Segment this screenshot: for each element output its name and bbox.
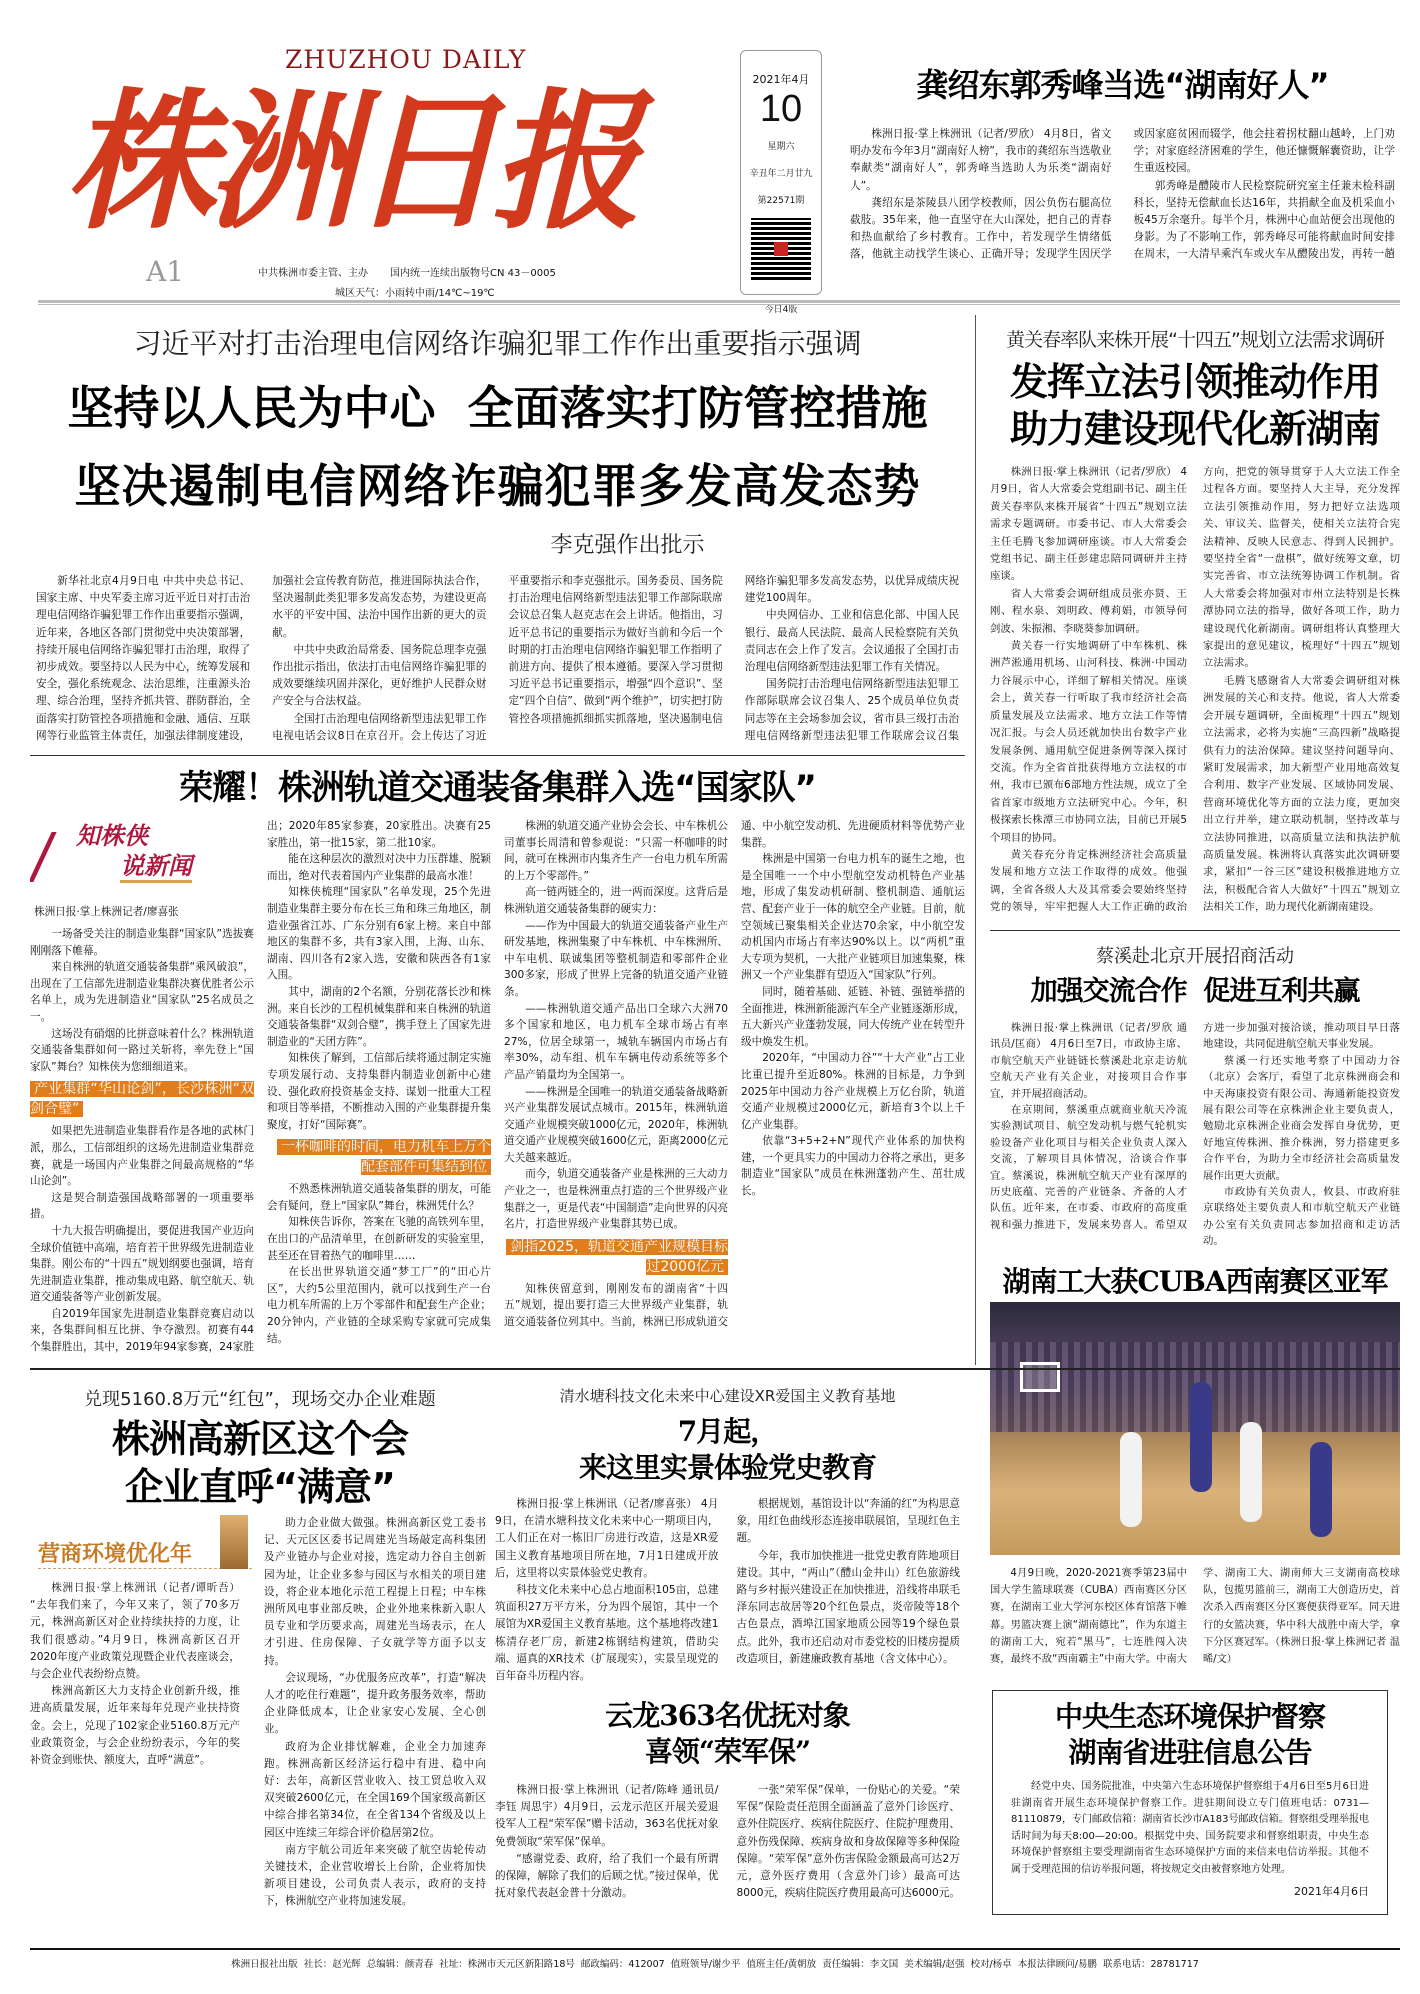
paragraph: 中央网信办、工业和信息化部、中国人民银行、最高人民法院、最高人民检察院有关负责同志在会上作了发言。会议通报了全国打击治理电信网络新型违法犯罪工作有关情况。 xyxy=(744,609,959,674)
rail-story xyxy=(30,762,965,1354)
masthead-divider xyxy=(38,300,1400,305)
paragraph: 株洲日报·掌上株洲讯（记者/廖喜张） 4月9日，在清水塘科技文化未来中心一期项目内，工人们正在对一栋旧厂房进行改造，这是XR爱国主义教育基地项目所在地，7月1日建成开放后，这里将以实景体验党史教育。 xyxy=(495,1498,719,1579)
zhizhuxia-logo xyxy=(30,818,254,926)
paragraph: 龚绍东是茶陵县八团学校教师，因公负伤右腿高位截肢。35年来，他一直坚守在大山深处，把自己的青春和热血献给了乡村教育。工作中，若发现学生情绪低落，他就主动找学生谈心、正确开导；发现学生因厌学或因家庭贫困而辍学，他会拄着拐杖翻山越岭，上门劝学；对家庭经济困难的学生，他还慷慨解囊资助，让学生重返校园。 xyxy=(850,128,1395,261)
paragraph: 助力企业做大做强。株洲高新区党工委书记、天元区区委书记周建光当场敲定高科集团及产业链办与企业对接，选定动力谷自主创新园为址，让企业多参与园区与水相关的项目建设，将企业本地化示范工程提上日程；中车株洲所风电事业部反映，企业外地来株新入职人员专业和学历要求高，周建光当场表示，在人才引进、住房保障、子女就学等方面予以支持。 xyxy=(264,1517,486,1667)
paragraph: 不熟悉株洲轨道交通装备集群的朋友，可能会有疑问，登上“国家队”舞台，株洲凭什么？ xyxy=(267,1183,491,1212)
divider xyxy=(30,755,965,756)
xr-headline-2[interactable]: 来这里实景体验党史教育 xyxy=(578,1451,876,1484)
paragraph: 知株侠了解到，工信部后续将通过制定实施专项发展行动、支持集群内制造业创新中心建设、强化政府投资基金支持、谋划一批重大工程和项目等举措，不断推动入围的产业集群提升集聚度，打好“国际赛”。 xyxy=(267,1052,491,1131)
logo-line-1: 知株侠 xyxy=(76,822,148,850)
paragraph: 同时，随着基础、延链、补链、强链举措的全面推进，株洲新能源汽车全产业链逐渐形成，五大新兴产业蓬勃发展，同大传统产业在转型升级中焕发生机。 xyxy=(741,985,965,1048)
paragraph: 知株侠梳理“国家队”名单发现，25个先进制造业集群主要分布在长三角和珠三角地区，制造业强省江苏、广东分别有6家上榜。来自中部地区的集群不多，共有3家入围，上海、山东、湖南、四川各有2家入选，安徽和陕西各有1家入围。 xyxy=(267,886,491,982)
paragraph: 会议现场，“办优服务应改革”，打造“解决人才的吃住行难题”，提升政务服务效率，帮助企业降低成本，让企业家安心发展、全心创业。 xyxy=(264,1671,486,1736)
yunlong-story xyxy=(495,1698,960,1942)
xr-story xyxy=(495,1385,960,1701)
legislation-headline-2[interactable]: 助力建设现代化新湖南 xyxy=(1009,407,1380,451)
paragraph: 株洲日报·掌上株洲讯（记者/罗欣 通讯员/匡商） 4月6日至7日，市政协主席、市航空航天产业链链长蔡溪赴北京走访航空航天产业有关企业，对接项目合作事宜，并开展招商活动。 xyxy=(990,1022,1187,1100)
subhead-2: 一杯咖啡的时间，电力机车上万个配套部件可集结到位 xyxy=(277,1139,491,1175)
logo-line-2: 说新闻 xyxy=(120,852,192,883)
hightech-headline-2[interactable]: 企业直呼“满意” xyxy=(125,1465,395,1509)
lead-headline-1[interactable]: 坚持以人民为中心 全面落实打防管控措施 xyxy=(67,381,928,435)
paragraph: 黄关春一行实地调研了中车株机、株洲芦淞通用机场、山河科技、株洲·中国动力谷展示中心，详细了解相关情况。座谈会上，黄关春一行听取了我市经济社会高质量发展及立法需求、地方立法工作等情况汇报。与会人员还就加快出台数字产业发展条例、通用航空促进条例等深入探讨交流。作为全省首批获得地方立法权的市州，我市已颁布6部地方性法规，成立了全省首家市级地方立法研究中心。今年，积极探索长株潭三市协同立法，目前已开展5个项目的协同。 xyxy=(990,640,1187,844)
divider xyxy=(990,930,1400,931)
notice-body: 经党中央、国务院批准，中央第六生态环境保护督察组于4月6日至5月6日进驻湖南省开展生态环境保护督察工作。进驻期间设立专门值班电话：0731—81110879，专门邮政信箱：湖南省长沙市A183号邮政信箱。督察组受理举报电话时间为每天8:00—20:00。根据党中央、国务院要求和督察组职责，中央生态环境保护督察组主要受理湖南省生态环境保护方面的来信来电信访举报。其他不属于受理范围的信访举报问题，将按规定交由被督察地方处理。 xyxy=(1011,1781,1369,1875)
cuba-headline[interactable]: 湖南工大获CUBA西南赛区亚军 xyxy=(1002,1265,1388,1298)
year-month: 2021年4月 xyxy=(752,73,810,86)
paragraph: ——株洲是全国唯一的轨道交通装备战略新兴产业集群发展试点城市。2015年，株洲轨道交通产业规模突破1000亿元，2020年，株洲轨道交通产业规模突破1600亿元，距离2000亿元大关越来越近。 xyxy=(504,1085,728,1164)
paragraph: ——株洲轨道交通产品出口全球六大洲70多个国家和地区，电力机车全球市场占有率27%，位居全球第一，城轨车辆国内市场占有率30%，动车组、机车车辆电传动系统等多个产品产销量均为全国第一。 xyxy=(504,1002,728,1081)
weather: 城区天气：小雨转中雨/14℃~19℃ xyxy=(335,288,495,299)
paragraph: 株洲的轨道交通产业协会会长、中车株机公司董事长周清和曾参观说：“只需一杯咖啡的时间，就可在株洲市内集齐生产一台电力机车所需的上万个零部件。” xyxy=(504,820,728,882)
yunlong-headline-1[interactable]: 云龙363名优抚对象 xyxy=(605,1699,850,1732)
paragraph: 郭秀峰是醴陵市人民检察院研究室主任兼未检科副科长，坚持无偿献血长达16年，共捐献全血及机采血小板45万余毫升。每半个月，株洲中心血站便会出现他的身影。为了不影响工作，郭秀峰尽可能将献血时间安排在周末，一大清早乘汽车或火车从醴陵出发，再转一趟 xyxy=(1133,179,1395,261)
subhead-1: 产业集群“华山论剑”，长沙株洲“双剑合璧” xyxy=(30,1081,254,1118)
paragraph: 国务院打击治理电信网络新型违法犯罪工作部际联席会议召集人、25个成员单位负责同志等在主会场参加会议，省市县三级打击治理电信网络新型违法犯罪工作联席会议召集 xyxy=(744,678,959,742)
paragraph: 知株侠告诉你，答案在飞驰的高铁列车里，在出口的产品清单里，在创新研发的实验室里，甚至还在冒着热气的咖啡里…… xyxy=(267,1216,491,1262)
paragraph: ——作为中国最大的轨道交通装备产业生产研发基地，株洲集聚了中车株机、中车株洲所、中车电机、联诚集团等整机制造和零部件企业300多家，形成了世界上完备的轨道交通产业链条。 xyxy=(504,919,728,998)
paragraph: 政府为企业排忧解难，企业全力加速奔跑。株洲高新区经济运行稳中有进、稳中向好：去年，高新区营业收入、技工贸总收入双双突破2600亿元，在全国169个国家级高新区中综合排名第34位，在全省134个省级及以上园区中连续三年综合评价稳居第2位。 xyxy=(264,1740,486,1839)
rail-byline: 株洲日报·掌上株洲记者/廖喜张 xyxy=(34,906,179,918)
paragraph: 来自株洲的轨道交通装备集群“乘风破浪”，出现在了工信部先进制造业集群决赛优胜者公示名单上，成为先进制造业“国家队”25名成员之一。 xyxy=(30,961,254,1023)
paragraph: 2020年，“中国动力谷”“十大产业”占工业比重已提升至近80%。株洲的目标是，力争到2025年中国动力谷产业规模上万亿台阶，轨道交通产业规模过2000亿元，新培育3个以上千亿产业集群。 xyxy=(741,1052,965,1131)
paragraph: 黄关春充分肯定株洲经济社会高质量发展和地方立法工作取得的成效。他强调，全省各级人大及其常委会要始终坚持党的领导，牢牢把握人大工作正确的政治方向，把党的领导贯穿于人大立法工作全过程各方面。要坚持人大主导，充分发挥立法引领推动作用，努力把好立法选项关、审议关、监督关，使相关立法符合宪法精神、反映人民意志、得到人民拥护。要坚持全省“一盘棋”，做好统筹文章，切实完善省、市立法统筹协调工作机制。省人大常委会将加强对市州立法特别是长株潭协同立法的指导，做好各项工作，助力建设现代化新湖南。调研组将认真整理大家提出的意见建议，梳理好“十四五”规划立法需求。 xyxy=(990,466,1400,914)
player xyxy=(1240,1422,1262,1522)
caixi-kicker: 蔡溪赴北京开展招商活动 xyxy=(1096,946,1294,967)
footer-rule xyxy=(30,1948,1400,1950)
paragraph: 株洲高新区大力支持企业创新升级，推进高质量发展，近年来每年兑现产业扶持资金。会上，兑现了102家企业5160.8万元产业政策资金，与会企业纷纷表示，今年的奖补资金到账快、额度大，直呼“满意”。 xyxy=(30,1685,240,1767)
rail-headline[interactable]: 荣耀！株洲轨道交通装备集群入选“国家队” xyxy=(179,768,816,808)
yunlong-headline-2[interactable]: 喜领“荣军保” xyxy=(644,1735,811,1768)
edition-label: A1 xyxy=(146,255,185,288)
weekday: 星期六 xyxy=(767,142,795,152)
legislation-story xyxy=(990,325,1400,924)
paragraph: 株洲日报·掌上株洲讯（记者/罗欣） 4月9日，省人大常委会党组副书记、副主任黄关春率队来株开展省“十四五”规划立法需求专题调研。市委书记、市人大常委会主任毛腾飞参加调研座谈。市人大常委会党组书记、副主任彭建忠陪同调研并主持座谈。 xyxy=(990,466,1187,583)
masthead-logo xyxy=(55,20,745,270)
business-env-logo: 营商环境优化年 xyxy=(38,1537,252,1569)
lead-subhead: 李克强作出批示 xyxy=(550,533,705,558)
player xyxy=(1190,1382,1212,1492)
paragraph: “感谢党委、政府，给了我们一个最有所谓的保障，解除了我们的后顾之忧。”接过保单，优抚对象代表赵金普十分激动。 xyxy=(495,1852,719,1900)
paragraph: 根据规划，基馆设计以“奔涌的红”为构思意象，用红色曲线形态连接串联展馆，呈现红色主题。 xyxy=(736,1498,960,1545)
paragraph: 其中，湖南的2个名额，分别花落长沙和株洲。来自长沙的工程机械集群和来自株洲的轨道交通装备集群“双剑合璧”，携手登上了国家先进制造业的“天团方阵”。 xyxy=(267,985,491,1048)
hightech-story xyxy=(30,1385,490,1908)
divider xyxy=(30,1368,1400,1370)
paragraph: 蔡溪一行还实地考察了中国动力谷（北京）会客厅，看望了北京株洲商会和中天海康投资有限公司、海通新能投资发展有限公司等在京株洲企业主要负责人，勉励北京株洲企业商会发挥自身优势，更好地宣传株洲、推介株洲，努力搭建更多合作平台，为助力全市经济社会高质量发展作出更大贡献。 xyxy=(1203,1054,1400,1182)
lead-story xyxy=(30,322,965,757)
player xyxy=(1310,1442,1332,1537)
paragraph: 如果把先进制造业集群看作是各地的武林门派，那么，工信部组织的这场先进制造业集群竞赛，就是一场国内产业集群之间最高规格的“华山论剑”。 xyxy=(30,1125,254,1188)
legislation-kicker: 黄关春率队来株开展“十四五”规划立法需求调研 xyxy=(1006,329,1384,351)
hightech-kicker: 兑现5160.8万元“红包”，现场交办企业难题 xyxy=(84,1389,436,1410)
paragraph: 市政协有关负责人，攸县、市政府驻京联络处主要负责人和市航空航天产业链办公室有关负责同志参加招商和走访活动。 xyxy=(1203,1186,1400,1248)
notice-title-2: 湖南省进驻信息公告 xyxy=(1068,1736,1312,1769)
paragraph: 而今，轨道交通装备产业是株洲的三大动力产业之一，也是株洲重点打造的三个世界级产业集群之一，更是代表“中国制造”走向世界的闪亮名片，打造世界级产业集群其势已成。 xyxy=(504,1168,728,1231)
paragraph: 新华社北京4月9日电 中共中央总书记、国家主席、中央军委主席习近平近日对打击治理电信网络诈骗犯罪工作作出重要指示强调，近年来，各地区各部门贯彻党中央决策部署，持续开展电信网络诈骗犯罪打击治理，取得了初步成效。要坚持以人民为中心，统筹发展和安全，强化系统观念、法治思维，注重源头治理、综合治理，坚持齐抓共管、群防群治，全面落实打防管控各项措施和金融、通信、互联网等行业监管主体责任，加强法律制度建设，加强社会宣传教育防范，推进国际执法合作，坚决遏制此类犯罪多发高发态势，为建设更高水平的平安中国、法治中国作出新的更大的贡献。 xyxy=(36,575,487,742)
paragraph: 一张“荣军保”保单，一份贴心的关爱。“荣军保”保险责任范围全面涵盖了意外门诊医疗、意外住院医疗、疾病住院医疗、住院护理费用、意外伤残保障、疾病身故和身故保障等多种保险保障。“荣军保”意外伤害保险金额最高可达2万元，意外医疗费用（含意外门诊）最高可达8000元，疾病住院医疗费用最高可达6000元。 xyxy=(736,1784,960,1900)
cuba-caption: 4月9日晚，2020-2021赛季第23届中国大学生篮球联赛（CUBA）西南赛区分区赛，在湖南工业大学河东校区体育馆落下帷幕。男篮决赛上演“湖南德比”，作为东道主的湖南工大，宛若“黑马”，七连胜闯入决赛，最终不敌“西南霸主”中南大学。中南大学、湖南工大、湖南师大三支湖南高校球队，包揽男篮前三，湖南工大创造历史，首次杀入西南赛区分区赛便获得亚军。同天进行的女篮决赛，华中科大战胜中南大学，拿下分区赛冠军。（株洲日报·掌上株洲记者 温晞/文） xyxy=(990,1568,1400,1666)
xr-kicker: 清水塘科技文化未来中心建设XR爱国主义教育基地 xyxy=(559,1387,896,1405)
date-box xyxy=(740,50,822,315)
skyline-icon xyxy=(220,1515,248,1569)
paragraph: 株洲日报·掌上株洲讯（记者/谭昕吾） “去年我们来了，今年又来了，领了70多万元，株洲高新区对企业持续扶持的力度，让我们很感动。”4月9日，株洲高新区召开2020年度产业政策兑现暨企业代表座谈会，与会企业代表纷纷点赞。 xyxy=(30,1582,240,1681)
xr-headline-1[interactable]: 7月起， xyxy=(677,1415,778,1448)
paragraph: 株洲是中国第一台电力机车的诞生之地，也是全国唯一一个中小型航空发动机特色产业基地，形成了集发动机研制、整机制造、通航运营、配套产业于一体的航空全产业链。目前，航空领域已聚集相关企业达70余家，中小航空发动机国内市场占有率达90%以上。以“两机”重大专项为契机，一大批产业链项目加速集聚，株洲又一个产业集群有望迈入“国家队”行列。 xyxy=(741,853,965,982)
paragraph: 科技文化未来中心总占地面积105亩，总建筑面积27万平方米，分为四个展馆，其中一个展馆为XR爱国主义教育基地。这个基地将改建1栋清存老厂房，新建2栋钢结构建筑，借助尖端、逼真的XR技术（扩展现实），实景呈现党的百年奋斗历程内容。 xyxy=(495,1584,719,1683)
paragraph: 中共中央政治局常委、国务院总理李克强作出批示指出，依法打击电信网络诈骗犯罪的成效要继续巩固并深化，更好维护人民群众财产安全与合法权益。 xyxy=(272,643,487,708)
caixi-headline[interactable]: 加强交流合作 促进互利共赢 xyxy=(1030,976,1360,1007)
cn-number: 国内统一连续出版物号CN 43－0005 xyxy=(390,268,556,279)
lead-headline-2[interactable]: 坚决遏制电信网络诈骗犯罪多发高发态势 xyxy=(74,459,921,513)
paragraph: 依靠“3+5+2+N”现代产业体系的加快构建，一个更具实力的中国动力谷将之承出，更多制造业“国家队”成员在株洲蓬勃产生、茁壮成长。 xyxy=(741,1135,965,1198)
qr-code-icon[interactable] xyxy=(751,218,811,280)
paragraph: 株洲日报·掌上株洲讯（记者/陈峰 通讯员/李钰 周思宇）4月9日，云龙示范区开展关爱退役军人工程“荣军保”赠卡活动，363名优抚对象免费领取“荣军保”保单。 xyxy=(495,1784,719,1848)
notice-box xyxy=(992,1690,1388,1915)
hoop-icon xyxy=(1020,1362,1060,1392)
paragraph: 这是契合制造强国战略部署的一项重要举措。 xyxy=(30,1191,254,1221)
notice-title-1: 中央生态环境保护督察 xyxy=(1054,1700,1325,1733)
top-story xyxy=(850,60,1395,276)
paragraph: 这场没有硝烟的比拼意味着什么？株洲轨道交通装备集群如何一路过关斩将，率先登上“国家队”舞台？知株侠为您细细道来。 xyxy=(30,1027,254,1073)
issue-number: 第22571期 xyxy=(757,196,805,206)
paragraph: 南方宇航公司近年来突破了航空齿轮传动关键技术，企业营收增长上台阶，企业将加快新项目建设，公司负责人表示，政府的支持下，株洲航空产业将加速发展。 xyxy=(264,1843,486,1908)
paragraph: 自2019年国家先进制造业集群竞赛启动以来，各集群间相互比拼、争夺激烈。初赛有44个集群胜出，其中，2019年94家参赛，24家胜出；2020年85家参赛，20家胜出。决赛有25家胜出，第一批15家，第二批10家。 xyxy=(30,820,491,1354)
paragraph: 全国打击治理电信网络新型违法犯罪工作电视电话会议8日在京召开。会上传达了习近平重要指示和李克强批示。国务委员、国务院打击治理电信网络新型违法犯罪工作部际联席会议总召集人赵克志在会上讲话。他指出，习近平总书记的重要指示为做好当前和今后一个时期的打击治理电信网络诈骗犯罪工作指明了前进方向、提供了根本遵循。要深入学习贯彻习近平总书记重要指示，增强“四个意识”、坚定“四个自信”、做到“两个维护”，切实把打防管控各项措施抓细抓实抓落地，坚决遏制电信网络诈骗犯罪多发高发态势，以优异成绩庆祝建党100周年。 xyxy=(272,575,959,742)
column-divider xyxy=(975,315,976,1365)
paragraph: 知株侠留意到，刚刚发布的湖南省“十四五”规划，提出要打造三大世界级产业集群，轨道交通装备位列其中。当前，株洲已形成轨道交通、中小航空发动机、先进硬质材料等优势产业集群。 xyxy=(504,820,965,1329)
paragraph: 省人大常委会调研组成员张亦贤、王刚、程水泉、刘明政、傅莉娟，市领导何剑波、朱振湘、李晓葵参加调研。 xyxy=(990,587,1187,635)
paragraph: 一场备受关注的制造业集群“国家队”选拔赛刚刚落下帷幕。 xyxy=(30,928,254,957)
subhead-3: 剑指2025，轨道交通产业规模目标过2000亿元 xyxy=(506,1239,728,1275)
top-story-headline[interactable]: 龚绍东郭秀峰当选“湖南好人” xyxy=(916,66,1329,104)
paragraph: 毛腾飞感谢省人大常委会调研组对株洲发展的关心和支持。他说，省人大常委会开展专题调研，全面梳理“十四五”规划立法需求，必将为实施“三高四新”战略提供有力的法治保障。建议坚持问题导向、紧盯发展需求，加大新型产业用地高效复合利用、数字产业发展、区域协同发展、营商环境优化等方面的立法力度，更加突出立行并举，建立联动机制，坚持改革与立法协同推进，以高质量立法和执法护航高质量发展。株洲将认真落实此次调研要求，紧扣“一谷三区”建设积极推进地方立法，积极配合省人大做好“十四五”规划立法相关工作，助力现代化新湖南建设。 xyxy=(1203,674,1400,914)
day: 10 xyxy=(759,88,803,130)
sponsor: 中共株洲市委主管、主办 xyxy=(258,268,368,279)
notice-date: 2021年4月6日 xyxy=(1294,1885,1369,1898)
caixi-story xyxy=(990,942,1400,1260)
footer-imprint: 株洲日报社出版 社长：赵光辉 总编辑：颜青春 社址：株洲市天元区新阳路18号 邮政编码：412007 值班领导/谢少平 值班主任/黄朝放 责任编辑：李文国 美术编辑/赵强 校对/杨卓 本报法律顾问/易鹏 联系电话：28781717 xyxy=(231,1959,1199,1970)
paragraph: 今年，我市加快推进一批党史教育阵地项目建设。其中，“两山”（醴山金井山）红色旅游线路与乡村振兴建设正在加快推进，沿线将串联毛泽东同志故居等20个红色景点，炎帝陵等18个古色景点，酒埠江国家地质公园等19个绿色景点。此外，我市还启动对市委党校的旧楼房提质改造项目，新建廉政教育基地（含文体中心）。 xyxy=(736,1549,960,1665)
lead-kicker: 习近平对打击治理电信网络诈骗犯罪工作作出重要指示强调 xyxy=(133,327,862,360)
paragraph: 株洲日报·掌上株洲讯（记者/罗欣） 4月8日，省文明办发布今年3月“湖南好人榜”，我市的龚绍东当选敬业奉献类“湖南好人”，郭秀峰当选助人为乐类“湖南好人”。 xyxy=(850,128,1112,192)
english-name: ZHUZHOU DAILY xyxy=(285,45,527,74)
pen-nib-icon xyxy=(30,832,82,882)
paragraph: 在京期间，蔡溪重点就商业航天冷流实验测试项目、航空发动机与燃气轮机实验设备产业化项目与相关企业负责人深入交流，了解项目具体情况，洽谈合作事宜。蔡溪说，株洲航空航天产业有深厚的历史底蕴、完善的产业链条、齐备的人才队伍。近年来，在市委、市政府的高度重视和强力推进下，发展来势喜人。希望双方进一步加强对接洽谈，推动项目早日落地建设，共同促进航空航天事业发展。 xyxy=(990,1022,1400,1231)
paragraph: 高一链两链全的，进一两而深度。这背后是株洲轨道交通装备集群的硬实力： xyxy=(504,886,728,915)
paragraph: 能在这种层次的激烈对决中力压群雄、脱颖而出，绝对代表着国内产业集群的最高水准！ xyxy=(267,853,491,882)
hightech-headline-1[interactable]: 株洲高新区这个会 xyxy=(111,1417,408,1461)
basketball-photo[interactable] xyxy=(990,1302,1400,1555)
paragraph: 十九大报告明确提出，要促进我国产业迈向全球价值链中高端，培育若干世界级先进制造业集群。刚公布的“十四五”规划纲要也强调，培育先进制造业集群，推动集成电路、航空航天、轨道交通装备等产业创新发展。 xyxy=(30,1224,254,1304)
paragraph: 在长出世界轨道交通“梦工厂”的“田心片区”，大约5公里范围内，就可以找到生产一台电力机车所需的上万个零部件和配套生产企业；20分钟内，产业链的全球采购专家就可完成集结。 xyxy=(267,1266,491,1345)
logo-calligraphy: 株洲日报 xyxy=(65,74,634,250)
page-count: 今日4版 xyxy=(764,305,798,315)
legislation-headline-1[interactable]: 发挥立法引领推动作用 xyxy=(1009,360,1380,404)
lunar-date: 辛丑年二月廿九 xyxy=(749,169,813,179)
player xyxy=(1120,1432,1142,1527)
